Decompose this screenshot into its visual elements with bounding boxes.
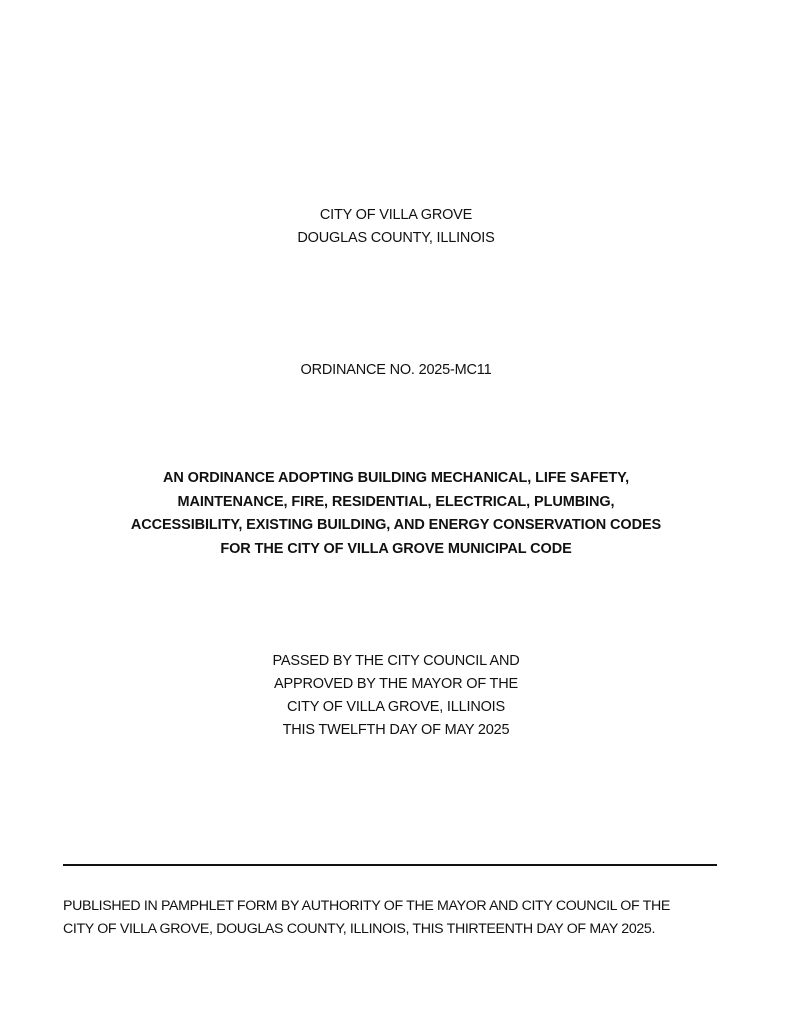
title-line: MAINTENANCE, FIRE, RESIDENTIAL, ELECTRICAL, PLUMBING, [177, 493, 615, 510]
published-line: PUBLISHED IN PAMPHLET FORM BY AUTHORITY OF THE MAYOR AND CITY COUNCIL OF THE [63, 898, 670, 914]
ordinance-number: ORDINANCE NO. 2025-MC11 [300, 362, 492, 378]
title-line: FOR THE CITY OF VILLA GROVE MUNICIPAL CODE [220, 540, 572, 557]
passed-approved-statement [0, 650, 792, 742]
ordinance-title [0, 467, 792, 561]
city-name: CITY OF VILLA GROVE [319, 207, 473, 223]
title-line: AN ORDINANCE ADOPTING BUILDING MECHANICAL, LIFE SAFETY, [162, 470, 630, 486]
passed-line: PASSED BY THE CITY COUNCIL AND [272, 653, 520, 669]
horizontal-divider [63, 864, 717, 866]
title-line: ACCESSIBILITY, EXISTING BUILDING, AND ENERGY CONSERVATION CODES [130, 517, 662, 533]
ordinance-number-block [0, 359, 792, 382]
county-name: DOUGLAS COUNTY, ILLINOIS [297, 230, 495, 246]
passed-line: THIS TWELFTH DAY OF MAY 2025 [282, 722, 510, 738]
publication-statement [63, 895, 723, 941]
passed-line: APPROVED BY THE MAYOR OF THE [274, 676, 518, 692]
passed-line: CITY OF VILLA GROVE, ILLINOIS [287, 699, 505, 715]
published-line: CITY OF VILLA GROVE, DOUGLAS COUNTY, ILLINOIS, THIS THIRTEENTH DAY OF MAY 2025. [63, 921, 656, 937]
document-header [0, 204, 792, 250]
